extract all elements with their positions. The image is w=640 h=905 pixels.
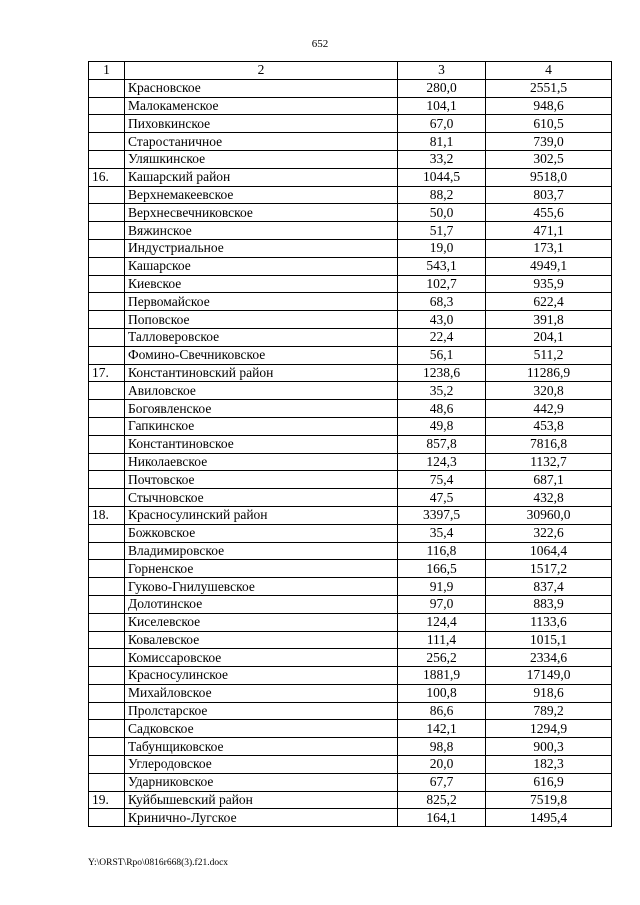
value-col-3: 116,8 (398, 542, 486, 560)
settlement-name: Фомино-Свечниковское (125, 346, 398, 364)
value-col-3: 51,7 (398, 222, 486, 240)
row-number (89, 756, 125, 774)
value-col-4: 204,1 (486, 328, 612, 346)
value-col-3: 81,1 (398, 133, 486, 151)
value-col-3: 20,0 (398, 756, 486, 774)
table-row (89, 97, 612, 115)
value-col-3: 35,2 (398, 382, 486, 400)
value-col-4: 455,6 (486, 204, 612, 222)
value-col-4: 1015,1 (486, 631, 612, 649)
value-col-3: 164,1 (398, 809, 486, 827)
value-col-4: 302,5 (486, 150, 612, 168)
table-row (89, 667, 612, 685)
value-col-3: 56,1 (398, 346, 486, 364)
column-header: 2 (125, 62, 398, 80)
value-col-4: 1132,7 (486, 453, 612, 471)
table-row (89, 489, 612, 507)
value-col-4: 687,1 (486, 471, 612, 489)
table-row (89, 542, 612, 560)
value-col-4: 739,0 (486, 133, 612, 151)
row-number (89, 328, 125, 346)
value-col-3: 98,8 (398, 738, 486, 756)
table-row (89, 79, 612, 97)
settlement-name: Верхнемакеевское (125, 186, 398, 204)
table-row (89, 773, 612, 791)
table-row (89, 560, 612, 578)
table-row (89, 257, 612, 275)
column-header: 3 (398, 62, 486, 80)
settlement-name: Киселевское (125, 613, 398, 631)
settlement-name: Красновское (125, 79, 398, 97)
value-col-4: 935,9 (486, 275, 612, 293)
value-col-4: 610,5 (486, 115, 612, 133)
row-number (89, 560, 125, 578)
settlement-name: Богоявленское (125, 400, 398, 418)
row-number (89, 738, 125, 756)
value-col-4: 616,9 (486, 773, 612, 791)
settlement-name: Поповское (125, 311, 398, 329)
row-number (89, 97, 125, 115)
settlement-name: Кашарский район (125, 168, 398, 186)
row-number (89, 684, 125, 702)
table-row (89, 791, 612, 809)
value-col-4: 837,4 (486, 578, 612, 596)
value-col-3: 1238,6 (398, 364, 486, 382)
row-number (89, 578, 125, 596)
value-col-3: 825,2 (398, 791, 486, 809)
row-number (89, 346, 125, 364)
row-number (89, 382, 125, 400)
table-body (89, 79, 612, 826)
settlement-name: Садковское (125, 720, 398, 738)
value-col-3: 86,6 (398, 702, 486, 720)
settlement-name: Комиссаровское (125, 649, 398, 667)
row-number (89, 649, 125, 667)
settlement-name: Долотинское (125, 595, 398, 613)
value-col-4: 803,7 (486, 186, 612, 204)
settlement-name: Индустриальное (125, 239, 398, 257)
value-col-4: 320,8 (486, 382, 612, 400)
table-row (89, 204, 612, 222)
row-number (89, 435, 125, 453)
value-col-4: 2551,5 (486, 79, 612, 97)
value-col-4: 511,2 (486, 346, 612, 364)
value-col-3: 67,7 (398, 773, 486, 791)
row-number (89, 311, 125, 329)
table-row (89, 578, 612, 596)
value-col-3: 49,8 (398, 417, 486, 435)
table-row (89, 150, 612, 168)
row-number (89, 115, 125, 133)
settlement-name: Константиновский район (125, 364, 398, 382)
table-row (89, 168, 612, 186)
value-col-4: 7816,8 (486, 435, 612, 453)
value-col-3: 35,4 (398, 524, 486, 542)
table-row (89, 222, 612, 240)
value-col-3: 43,0 (398, 311, 486, 329)
value-col-4: 7519,8 (486, 791, 612, 809)
value-col-4: 9518,0 (486, 168, 612, 186)
value-col-4: 182,3 (486, 756, 612, 774)
row-number (89, 257, 125, 275)
value-col-3: 104,1 (398, 97, 486, 115)
settlement-name: Николаевское (125, 453, 398, 471)
table-row (89, 720, 612, 738)
settlement-name: Киевское (125, 275, 398, 293)
value-col-4: 1517,2 (486, 560, 612, 578)
table-row (89, 239, 612, 257)
row-number (89, 186, 125, 204)
value-col-3: 19,0 (398, 239, 486, 257)
row-number (89, 720, 125, 738)
table-row (89, 364, 612, 382)
row-number (89, 400, 125, 418)
row-number (89, 133, 125, 151)
settlement-name: Владимировское (125, 542, 398, 560)
settlement-name: Пиховкинское (125, 115, 398, 133)
value-col-3: 88,2 (398, 186, 486, 204)
table-row (89, 400, 612, 418)
value-col-4: 11286,9 (486, 364, 612, 382)
value-col-4: 471,1 (486, 222, 612, 240)
settlement-name: Кринично-Лугское (125, 809, 398, 827)
settlement-name: Старостаничное (125, 133, 398, 151)
row-number (89, 417, 125, 435)
settlement-name: Первомайское (125, 293, 398, 311)
settlement-name: Куйбышевский район (125, 791, 398, 809)
row-number (89, 613, 125, 631)
value-col-3: 142,1 (398, 720, 486, 738)
table-row (89, 649, 612, 667)
value-col-4: 2334,6 (486, 649, 612, 667)
settlement-name: Красносулинский район (125, 506, 398, 524)
value-col-3: 102,7 (398, 275, 486, 293)
row-number: 17. (89, 364, 125, 382)
row-number (89, 222, 125, 240)
value-col-3: 100,8 (398, 684, 486, 702)
value-col-3: 3397,5 (398, 506, 486, 524)
value-col-4: 30960,0 (486, 506, 612, 524)
table-row (89, 435, 612, 453)
row-number (89, 471, 125, 489)
table-row (89, 524, 612, 542)
table-row (89, 756, 612, 774)
data-table (88, 61, 612, 827)
row-number (89, 809, 125, 827)
settlement-name: Авиловское (125, 382, 398, 400)
row-number (89, 204, 125, 222)
value-col-4: 1133,6 (486, 613, 612, 631)
value-col-4: 900,3 (486, 738, 612, 756)
row-number: 18. (89, 506, 125, 524)
row-number (89, 293, 125, 311)
row-number (89, 453, 125, 471)
value-col-4: 1495,4 (486, 809, 612, 827)
value-col-3: 1044,5 (398, 168, 486, 186)
value-col-4: 1294,9 (486, 720, 612, 738)
footer-file-path: Y:\ORST\Rpo\0816r668(3).f21.docx (88, 858, 229, 868)
value-col-3: 68,3 (398, 293, 486, 311)
table-row (89, 613, 612, 631)
table-row (89, 382, 612, 400)
table-header-row (89, 62, 612, 80)
row-number (89, 542, 125, 560)
value-col-3: 543,1 (398, 257, 486, 275)
value-col-3: 97,0 (398, 595, 486, 613)
value-col-3: 33,2 (398, 150, 486, 168)
row-number (89, 773, 125, 791)
row-number (89, 275, 125, 293)
value-col-4: 391,8 (486, 311, 612, 329)
settlement-name: Стычновское (125, 489, 398, 507)
row-number (89, 150, 125, 168)
value-col-3: 1881,9 (398, 667, 486, 685)
settlement-name: Углеродовское (125, 756, 398, 774)
settlement-name: Табунщиковское (125, 738, 398, 756)
settlement-name: Вяжинское (125, 222, 398, 240)
table-row (89, 684, 612, 702)
value-col-4: 918,6 (486, 684, 612, 702)
row-number (89, 702, 125, 720)
value-col-4: 789,2 (486, 702, 612, 720)
value-col-3: 124,4 (398, 613, 486, 631)
page-number: 652 (311, 38, 329, 50)
value-col-3: 91,9 (398, 578, 486, 596)
value-col-3: 47,5 (398, 489, 486, 507)
table-row (89, 471, 612, 489)
table-row (89, 453, 612, 471)
settlement-name: Уляшкинское (125, 150, 398, 168)
value-col-4: 17149,0 (486, 667, 612, 685)
row-number (89, 524, 125, 542)
table-row (89, 293, 612, 311)
row-number (89, 667, 125, 685)
row-number: 16. (89, 168, 125, 186)
value-col-3: 111,4 (398, 631, 486, 649)
table-row (89, 417, 612, 435)
table-row (89, 738, 612, 756)
settlement-name: Малокаменское (125, 97, 398, 115)
value-col-4: 453,8 (486, 417, 612, 435)
settlement-name: Гуково-Гнилушевское (125, 578, 398, 596)
value-col-4: 1064,4 (486, 542, 612, 560)
table-row (89, 346, 612, 364)
settlement-name: Михайловское (125, 684, 398, 702)
row-number (89, 79, 125, 97)
settlement-name: Ударниковское (125, 773, 398, 791)
settlement-name: Пролстарское (125, 702, 398, 720)
value-col-4: 173,1 (486, 239, 612, 257)
settlement-name: Горненское (125, 560, 398, 578)
row-number: 19. (89, 791, 125, 809)
value-col-3: 67,0 (398, 115, 486, 133)
settlement-name: Гапкинское (125, 417, 398, 435)
value-col-4: 322,6 (486, 524, 612, 542)
table-row (89, 328, 612, 346)
value-col-3: 22,4 (398, 328, 486, 346)
value-col-3: 166,5 (398, 560, 486, 578)
table-row (89, 809, 612, 827)
settlement-name: Красносулинское (125, 667, 398, 685)
settlement-name: Почтовское (125, 471, 398, 489)
settlement-name: Талловеровское (125, 328, 398, 346)
settlement-name: Верхнесвечниковское (125, 204, 398, 222)
value-col-4: 948,6 (486, 97, 612, 115)
table-row (89, 186, 612, 204)
value-col-3: 124,3 (398, 453, 486, 471)
value-col-4: 432,8 (486, 489, 612, 507)
table-row (89, 133, 612, 151)
column-header: 4 (486, 62, 612, 80)
settlement-name: Ковалевское (125, 631, 398, 649)
table-row (89, 275, 612, 293)
value-col-4: 442,9 (486, 400, 612, 418)
table-row (89, 311, 612, 329)
value-col-3: 256,2 (398, 649, 486, 667)
value-col-3: 75,4 (398, 471, 486, 489)
table-row (89, 506, 612, 524)
value-col-3: 280,0 (398, 79, 486, 97)
value-col-3: 50,0 (398, 204, 486, 222)
row-number (89, 239, 125, 257)
row-number (89, 489, 125, 507)
settlement-name: Константиновское (125, 435, 398, 453)
value-col-4: 4949,1 (486, 257, 612, 275)
table-row (89, 595, 612, 613)
table-row (89, 702, 612, 720)
value-col-4: 883,9 (486, 595, 612, 613)
settlement-name: Божковское (125, 524, 398, 542)
value-col-4: 622,4 (486, 293, 612, 311)
row-number (89, 631, 125, 649)
value-col-3: 48,6 (398, 400, 486, 418)
row-number (89, 595, 125, 613)
value-col-3: 857,8 (398, 435, 486, 453)
column-header: 1 (89, 62, 125, 80)
settlement-name: Кашарское (125, 257, 398, 275)
table-row (89, 631, 612, 649)
table-row (89, 115, 612, 133)
